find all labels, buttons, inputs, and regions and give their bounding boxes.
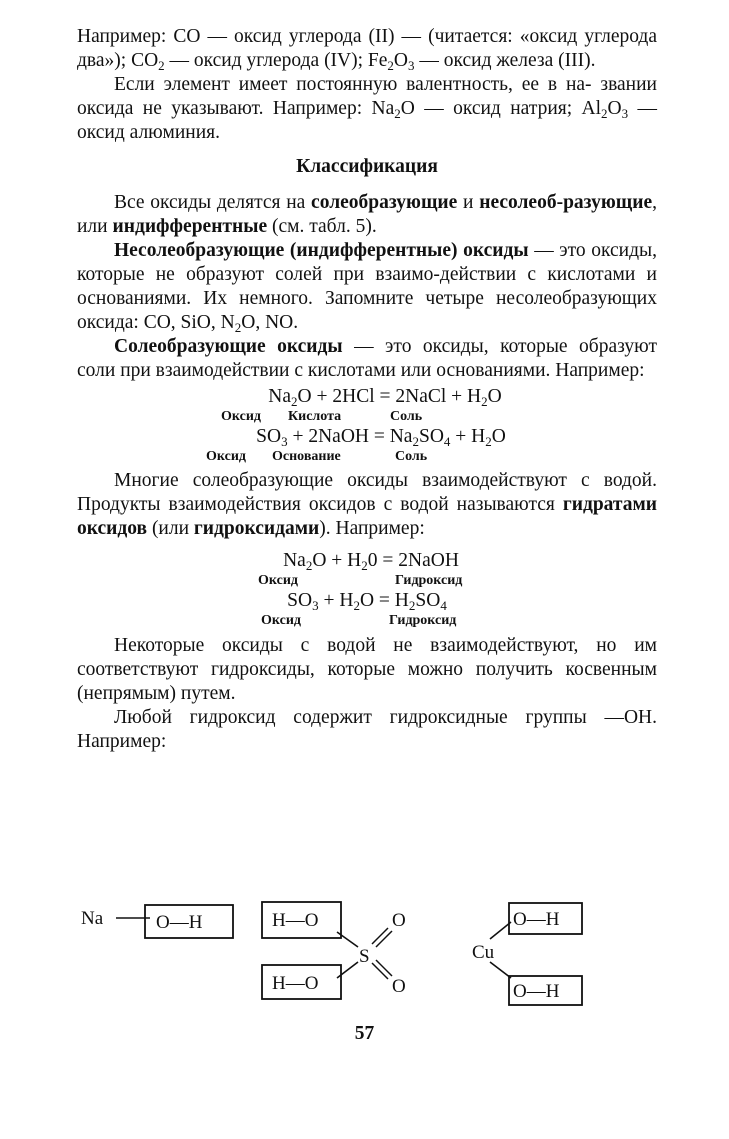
text-run: N bbox=[220, 312, 235, 333]
structure-h2so4 bbox=[262, 902, 406, 999]
double-bond-line bbox=[372, 963, 388, 979]
paragraph-oh-groups: Любой гидроксид содержит гидроксидные группы —OH. Например: bbox=[77, 707, 657, 752]
text-line: — оксид железа (III). bbox=[414, 50, 596, 71]
label-hydroxide: Гидроксид bbox=[395, 573, 463, 588]
text-line: O — оксид bbox=[400, 98, 501, 119]
double-bond-line bbox=[376, 960, 392, 976]
term-salt-forming-oxides: Солеобразующие оксиды bbox=[114, 336, 343, 357]
text-line: звании оксида не указывают. Например: Na bbox=[77, 74, 657, 119]
text-line: натрия; Al bbox=[510, 98, 602, 119]
text-run: O, NO. bbox=[241, 312, 299, 333]
oh-group-top: O—H bbox=[513, 909, 560, 930]
label-oxide: Оксид bbox=[221, 409, 261, 424]
text-line: Fe bbox=[367, 50, 388, 71]
paragraph-non-salt-forming: Несолеобразующие (индифферентные) оксиды — это оксиды, которые не образуют солей при взаимо-действии с кислотами и основаниями. Их немного. Запомните четыре несолеобразующих оксида: CO, SiO, $N_2O$, NO. bbox=[77, 240, 657, 335]
label-oxide: Оксид bbox=[261, 613, 301, 628]
bond-line bbox=[490, 922, 511, 939]
text-line: Если элемент имеет постоянную валентность, ее в на- bbox=[114, 74, 592, 95]
label-salt: Соль bbox=[390, 409, 423, 424]
structure-cuoh2 bbox=[472, 903, 582, 1005]
text-run: (или bbox=[147, 518, 194, 539]
oh-group: O—H bbox=[156, 912, 203, 933]
label-oxide: Оксид bbox=[206, 449, 246, 464]
paragraph-examples-co: Например: CO — оксид углерода (II) — (читается: «оксид углерода два»); $CO_2$ — оксид углерода (IV); $Fe_2O_3$ — оксид железа (III). bbox=[77, 26, 658, 73]
paragraph-indirect: Некоторые оксиды с водой не взаимодействуют, но им соответствуют гидроксиды, которые можно получить косвенным (непрямым) путем. bbox=[77, 635, 657, 704]
bond-line bbox=[337, 932, 358, 947]
text-run: Все оксиды делятся на bbox=[114, 192, 312, 213]
metal-cu: Cu bbox=[472, 942, 495, 963]
label-base: Основание bbox=[272, 449, 341, 464]
label-oxide: Оксид bbox=[258, 573, 298, 588]
text-run: — это оксиды, которые образуют соли при взаимодействии с кислотами или основаниями. Например: bbox=[77, 336, 657, 381]
text-line: — оксид алюминия. bbox=[77, 98, 658, 143]
equation-na2o-hcl: $Na_2O + 2HCl$ = 2NaCl + $H_2O$ bbox=[268, 386, 502, 409]
page-number: 57 bbox=[354, 1023, 375, 1044]
text-run: Многие солеобразующие оксиды взаимодействуют с водой. Продукты взаимодействия оксидов с водой называются bbox=[77, 470, 657, 515]
text-line: — оксид углерода (IV); bbox=[164, 50, 364, 71]
metal-na: Na bbox=[81, 908, 104, 929]
atom-s: S bbox=[359, 946, 370, 967]
term-non-salt-forming: несолеоб-разующие bbox=[479, 192, 653, 213]
equation-so3-h2o: $SO_3 + H_2O = H_2SO_4$ bbox=[287, 590, 447, 613]
atom-o-top: O bbox=[392, 910, 406, 931]
oh-group-bottom: O—H bbox=[513, 981, 560, 1002]
structure-naoh bbox=[81, 905, 233, 938]
text-line: O bbox=[607, 98, 622, 119]
equation-so3-naoh: $SO_3$ + 2NaOH = $Na_2SO_4 + H_2O$ bbox=[256, 426, 506, 449]
paragraph-constant-valence: Если элемент имеет постоянную валентность, ее в на- звании оксида не указывают. Например: $Na_2O$ — оксид натрия; $Al_2O_3$ — оксид алюминия. bbox=[77, 74, 658, 143]
term-non-salt-forming-oxides: Несолеобразующие (индифферентные) оксиды bbox=[114, 240, 529, 261]
text-run: ). Например: bbox=[319, 518, 425, 539]
text-run: (см. табл. 5). bbox=[267, 216, 377, 237]
text-run: и bbox=[457, 192, 480, 213]
text-line: O bbox=[393, 50, 409, 71]
term-hydroxides: гидроксидами bbox=[193, 518, 320, 539]
label-hydroxide: Гидроксид bbox=[389, 613, 457, 628]
atom-o-bottom: O bbox=[392, 976, 406, 997]
equation-na2o-h2o: $Na_2O + H_20$ = 2NaOH bbox=[283, 550, 459, 573]
section-heading: Классификация bbox=[296, 156, 438, 177]
bond-line bbox=[490, 962, 511, 978]
double-bond-line bbox=[376, 931, 392, 947]
text-run: , или bbox=[77, 192, 657, 237]
term-oxide-hydrates: гидратами оксидов bbox=[77, 494, 657, 539]
oh-group-bottom: H—O bbox=[272, 973, 319, 994]
term-indifferent: индифферентные bbox=[112, 216, 268, 237]
text-run: — это оксиды, которые не образуют солей при взаимо-действии с кислотами и основаниями. Их немного. Запомните четыре несолеобразующих оксида: CO, SiO, bbox=[77, 240, 657, 333]
term-salt-forming: солеобразующие bbox=[311, 192, 458, 213]
label-salt: Соль bbox=[395, 449, 428, 464]
oh-group-top: H—O bbox=[272, 910, 319, 931]
label-acid: Кислота bbox=[288, 409, 342, 424]
double-bond-line bbox=[372, 928, 388, 944]
text-line: Например: CO — оксид углерода (II) — (читается: bbox=[77, 26, 513, 47]
text-line: «оксид углерода два»); CO bbox=[77, 26, 658, 71]
